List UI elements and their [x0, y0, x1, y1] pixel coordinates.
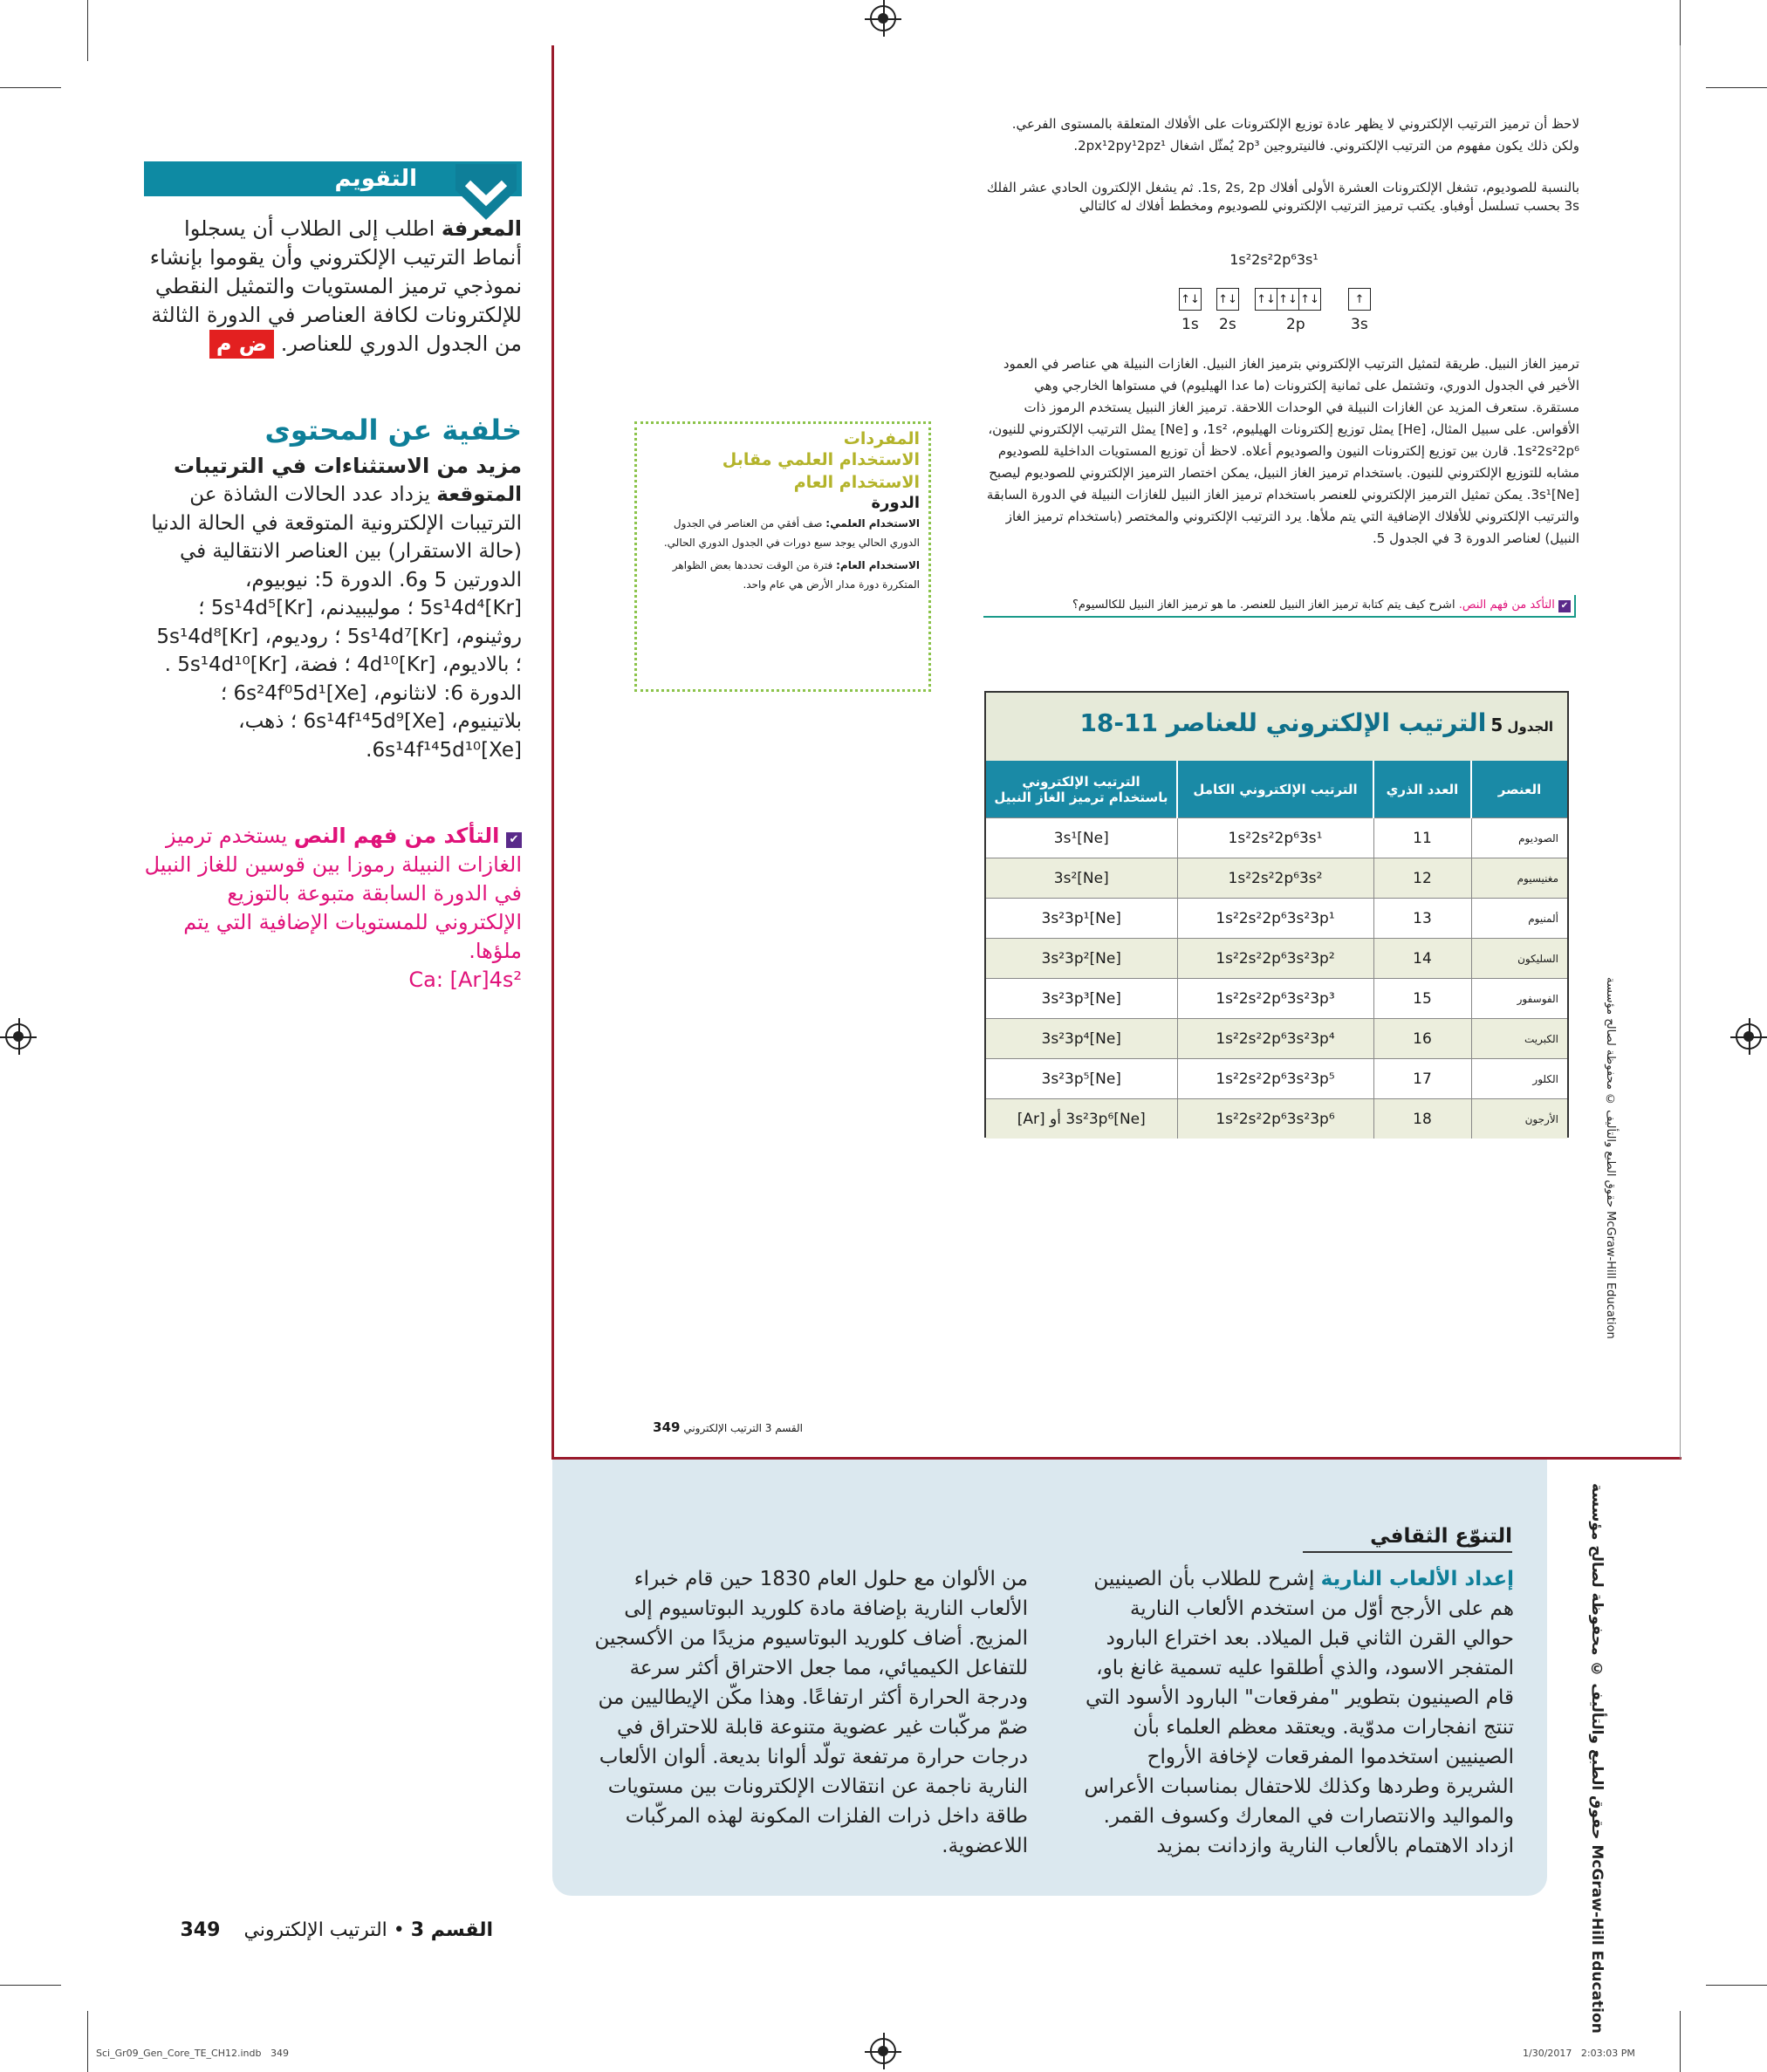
- page-footer: [144, 1919, 493, 1941]
- culture-text-right: إشرح للطلاب بأن الصينيين هم على الأرجح أوّل من استخدم الألعاب النارية حوالي القرن الثاني قبل الميلاد. بعد اختراع البارود المتفجر الاسود، والذي أطلقوا عليه تسمية غانغ باو، قام الصينيون بتطوير "مفرقعات" البارود الأسود التي تنتج انفجارات مدوّية. ويعتقد معظم العلماء بأن الصينيين استخدموا المفرقعات لإخافة الأرواح الشريرة وطردها وكذلك للاحتفال بمناسبات الأعراس والمواليد والانتصارات في المعارك وكسوف القمر. ازداد الاهتمام بالألعاب النارية وازدانت بمزيد: [1084, 1568, 1514, 1857]
- full-config: 1s²2s²2p⁶3s¹: [1177, 818, 1373, 858]
- inner-page-footer: [628, 1419, 803, 1435]
- header-atomic-number: العدد الذري: [1373, 761, 1471, 818]
- noble-config: [Ne]3s¹: [986, 818, 1177, 858]
- inner-footer-title: الترتيب الإلكتروني: [683, 1422, 762, 1434]
- full-config: 1s²2s²2p⁶3s²3p¹: [1177, 899, 1373, 939]
- main-check-text: اشرح كيف يتم كتابة ترميز الغاز النبيل للعنصر. ما هو ترميز الغاز النبيل للكالسيوم؟: [1072, 598, 1455, 612]
- page-footer-title: الترتيب الإلكتروني: [243, 1919, 387, 1941]
- full-config: 1s²2s²2p⁶3s²3p⁵: [1177, 1059, 1373, 1099]
- table-row: [986, 1019, 1567, 1059]
- registration-mark-left: [5, 1023, 31, 1050]
- main-para-3: ترميز الغاز النبيل. طريقة لتمثيل الترتيب الإلكتروني بترميز الغاز النبيل. الغازات النبيلة هي عناصر في العمود الأخير في الجدول الدوري، وتشتمل على ثمانية إلكترونات (ما عدا الهيليوم) في مستواها الخارجي وهي مستقرة. ستعرف المزيد عن الغازات النبيلة في الوحدات اللاحقة. ترميز الغاز النبيل يستخدم الرموز ذات الأقواس. على سبيل المثال، [He] يمثل توزيع إلكترونات الهيليوم، 1s²، و [Ne] يمثل الترتيب الإلكتروني للنيون، 1s²2s²2p⁶. قارن بين توزيع إلكترونات النيون والصوديوم أعلاه. لاحظ أن توزيع المستويات الداخلية للصوديوم مشابه للتوزيع الإلكتروني للنيون. باستخدام ترميز الغاز النبيل، يمكن اختصار الترميز الإلكتروني للصوديوم ليصبح [Ne]3s¹. يمكن تمثيل الترميز الإلكتروني للعنصر باستخدام ترميز الغاز النبيل للغازات النبيلة في الدورة السابقة والترتيب الإلكتروني للأفلاك الإضافية التي يتم ملأها. يرد الترتيب الإلكتروني والمختصر (باستخدام ترميز الغاز النبيل) لعناصر الدورة 3 في الجدول 5.: [986, 356, 1579, 546]
- noble-config: [Ne]3s²3p³: [986, 979, 1177, 1019]
- background-lead: المتوقعة: [436, 483, 522, 506]
- main-para-1: لاحظ أن ترميز الترتيب الإلكتروني لا يظهر عادة توزيع الإلكترونات على الأفلاك المتعلقة بالمستوى الفرعي. ولكن ذلك يكون مفهوم من الترتيب الإلكتروني. فالنيتروجين 2p³ يُمثّل اشغال 2px¹2py¹2pz¹.: [1011, 116, 1579, 154]
- orbital-3s: ↑: [1348, 288, 1371, 311]
- table-title: الترتيب الإلكتروني للعناصر 11-18: [1079, 708, 1487, 737]
- atomic-number: 14: [1373, 939, 1471, 979]
- background-text: يزداد عدد الحالات الشاذة عن الترتيبات الإلكترونية المتوقعة في الحالة الدنيا (حالة الاستقرار) بين العناصر الانتقالية في الدورتين 5 و6. الدورة 5: نيوبيوم، [Kr]5s¹4d⁴ ؛ موليبيدنم، [Kr]5s¹4d⁵ ؛ روثينوم، [Kr]5s¹4d⁷ ؛ روديوم، [Kr]5s¹4d⁸ ؛ بالاديوم، [Kr]4d¹⁰ ؛ فضة، [Kr]5s¹4d¹⁰ . الدورة 6: لانثانوم، [Xe]6s²4f⁰5d¹ ؛ بلاتينيوم، [Xe]6s¹4f¹⁴5d⁹ ؛ ذهب، [Xe]6s¹4f¹⁴5d¹⁰.: [151, 483, 522, 762]
- full-config: 1s²2s²2p⁶3s²: [1177, 858, 1373, 899]
- registration-mark-bottom: [870, 2038, 896, 2064]
- page-frame-left: [551, 45, 554, 1459]
- sodium-config: 1s²2s²2p⁶3s¹: [1229, 251, 1318, 268]
- inner-footer-page: 349: [653, 1419, 681, 1435]
- element-name: السليكون: [1471, 939, 1567, 979]
- table-row: [986, 818, 1567, 858]
- sodium-orbital-diagram: [1180, 288, 1380, 340]
- outer-copyright: حقوق الطبع والتأليف © محفوظة لصالح مؤسسة McGraw-Hill Education: [1588, 1483, 1606, 2034]
- assessment-title: التقويم: [334, 166, 417, 192]
- differentiation-badge: ض م: [209, 330, 274, 359]
- table-row: [986, 858, 1567, 899]
- vocab-sci-text: صف أفقي من العناصر في الجدول الدوري الحالي يوجد سبع دورات في الجدول الدوري الحالي.: [663, 517, 920, 549]
- main-para-2: بالنسبة للصوديوم، تشغل الإلكترونات العشرة الأولى أفلاك 1s, 2s, 2p. ثم يشغل الإلكترون الحادي عشر الفلك 3s بحسب تسلسل أوفباو. يكتب ترميز الترتيب الإلكتروني للصوديوم ومخطط أفلاك له كالتالي: [986, 180, 1579, 214]
- reading-check-text: يستخدم ترميز الغازات النبيلة رموزا بين قوسين للغاز النبيل في الدورة السابقة متبوعة بالتوزيع الإلكتروني للمستويات الإضافية التي يتم ملؤها.: [144, 824, 522, 963]
- orbital-label-3s: 3s: [1351, 316, 1368, 333]
- slug-file: Sci_Gr09_Gen_Core_TE_CH12.indb 349: [96, 2048, 289, 2059]
- check-box-icon-2: ✔: [1558, 600, 1571, 612]
- background-body: [144, 481, 522, 764]
- registration-mark-right: [1736, 1023, 1762, 1050]
- element-name: الصوديوم: [1471, 818, 1567, 858]
- table-row: [986, 899, 1567, 939]
- header-noble-config: الترتيب الإلكتروني باستخدام ترميز الغاز النبيل: [986, 761, 1177, 818]
- orbital-label-2p: 2p: [1286, 316, 1305, 333]
- header-element: العنصر: [1471, 761, 1567, 818]
- cultural-diversity-box: [552, 1460, 1547, 1896]
- noble-config: [Ne]3s²: [986, 858, 1177, 899]
- main-check-lead: التأكد من فهم النص.: [1458, 598, 1555, 612]
- orbital-label-2s: 2s: [1219, 316, 1236, 333]
- inner-copyright: حقوق الطبع والتأليف © محفوظة لصالح مؤسسة McGraw-Hill Education: [1604, 977, 1617, 1339]
- atomic-number: 18: [1373, 1099, 1471, 1139]
- vocab-common-text: فترة من الوقت تحددها بعض الظواهر المتكررة دورة مدار الأرض هي عام واحد.: [672, 559, 920, 591]
- element-name: الفوسفور: [1471, 979, 1567, 1019]
- bullet: •: [393, 1919, 405, 1941]
- orbital-2px: ↑↓: [1255, 288, 1277, 311]
- background-title: خلفية عن المحتوى: [264, 414, 522, 447]
- orbital-2py: ↑↓: [1277, 288, 1299, 311]
- table-header-row: [986, 761, 1567, 818]
- page-footer-number: 349: [180, 1919, 221, 1941]
- reading-check-lead: التأكد من فهم النص: [293, 824, 500, 848]
- background-subtitle: مزيد من الاستثناءات في الترتيبات: [174, 454, 522, 478]
- table-row: [986, 979, 1567, 1019]
- table-title-bar: [986, 693, 1567, 761]
- atomic-number: 15: [1373, 979, 1471, 1019]
- element-name: مغنيسيوم: [1471, 858, 1567, 899]
- assessment-knowledge: [144, 215, 522, 359]
- noble-config: [Ne]3s²3p⁶ أو [Ar]: [986, 1099, 1177, 1139]
- check-box-icon: ✔: [506, 832, 522, 848]
- registration-mark-top: [870, 5, 896, 31]
- table-row: [986, 1059, 1567, 1099]
- atomic-number: 16: [1373, 1019, 1471, 1059]
- reading-check-answer: Ca: [Ar]4s²: [408, 968, 522, 992]
- element-name: الكلور: [1471, 1059, 1567, 1099]
- element-name: الكبريت: [1471, 1019, 1567, 1059]
- orbital-1s: ↑↓: [1179, 288, 1202, 311]
- full-config: 1s²2s²2p⁶3s²3p³: [1177, 979, 1373, 1019]
- culture-right-column: [1073, 1564, 1514, 1861]
- noble-config: [Ne]3s²3p⁵: [986, 1059, 1177, 1099]
- noble-config: [Ne]3s²3p¹: [986, 899, 1177, 939]
- table-label: الجدول: [1507, 719, 1553, 735]
- element-name: ألمنيوم: [1471, 899, 1567, 939]
- electron-config-table: [986, 761, 1567, 1139]
- table-row: [986, 939, 1567, 979]
- vocab-title: المفردات: [843, 429, 920, 448]
- header-full-config: الترتيب الإلكتروني الكامل: [1177, 761, 1373, 818]
- culture-title: التنوّع الثقافي: [1303, 1525, 1512, 1553]
- culture-text-left: من الألوان مع حلول العام 1830 حين قام خبراء الألعاب النارية بإضافة مادة كلوريد البوتاسيوم إلى المزيج. أضاف كلوريد البوتاسيوم مزيدًا من الأكسجين للتفاعل الكيميائي، مما جعل الاحتراق أكثر سرعة ودرجة الحرارة أكثر ارتفاعًا. وهذا مكّن الإيطاليين من ضمّ مركّبات غير عضوية متنوعة قابلة للاحتراق في درجات حرارة مرتفعة تولّد ألوانا بديعة. ألوان الألعاب النارية ناجمة عن انتقالات الإلكترونات بين مستويات طاقة داخل ذرات الفلزات المكونة لهذه المركّبات اللاعضوية.: [594, 1568, 1028, 1857]
- page-footer-section: القسم 3: [410, 1919, 493, 1941]
- page-trim-right: [1680, 45, 1681, 1459]
- full-config: 1s²2s²2p⁶3s²3p⁴: [1177, 1019, 1373, 1059]
- atomic-number: 12: [1373, 858, 1471, 899]
- atomic-number: 11: [1373, 818, 1471, 858]
- table-5: [984, 691, 1569, 1138]
- knowledge-lead: المعرفة: [441, 216, 522, 241]
- vocab-subtitle: الاستخدام العلمي مقابل الاستخدام العام: [722, 450, 920, 492]
- inner-footer-section: القسم 3: [764, 1422, 803, 1434]
- orbital-2pz: ↑↓: [1298, 288, 1321, 311]
- element-name: الأرجون: [1471, 1099, 1567, 1139]
- vocabulary-box: [634, 421, 931, 692]
- culture-lead: إعداد الألعاب النارية: [1320, 1568, 1514, 1590]
- atomic-number: 17: [1373, 1059, 1471, 1099]
- vocab-word: الدورة: [871, 494, 920, 512]
- full-config: 1s²2s²2p⁶3s²3p⁶: [1177, 1099, 1373, 1139]
- orbital-label-1s: 1s: [1181, 316, 1199, 333]
- knowledge-text: اطلب إلى الطلاب أن يسجلوا أنماط الترتيب الإلكتروني وأن يقوموا بإنشاء نموذجي ترميز المستويات والتمثيل النقطي للإلكترونات لكافة العناصر في الدورة الثالثة من الجدول الدوري للعناصر.: [149, 216, 522, 356]
- slug-date: 1/30/2017 2:03:03 PM: [1523, 2048, 1635, 2059]
- vocab-common-lead: الاستخدام العام:: [836, 559, 920, 571]
- full-config: 1s²2s²2p⁶3s²3p²: [1177, 939, 1373, 979]
- noble-config: [Ne]3s²3p²: [986, 939, 1177, 979]
- atomic-number: 13: [1373, 899, 1471, 939]
- orbital-2s: ↑↓: [1216, 288, 1239, 311]
- table-number: 5: [1490, 715, 1503, 735]
- reading-check-side: [144, 822, 522, 995]
- noble-config: [Ne]3s²3p⁴: [986, 1019, 1177, 1059]
- main-reading-check: [983, 595, 1576, 618]
- checkmark-chevron-icon: [455, 164, 517, 220]
- table-row: [986, 1099, 1567, 1139]
- vocab-sci-lead: الاستخدام العلمي:: [825, 517, 920, 530]
